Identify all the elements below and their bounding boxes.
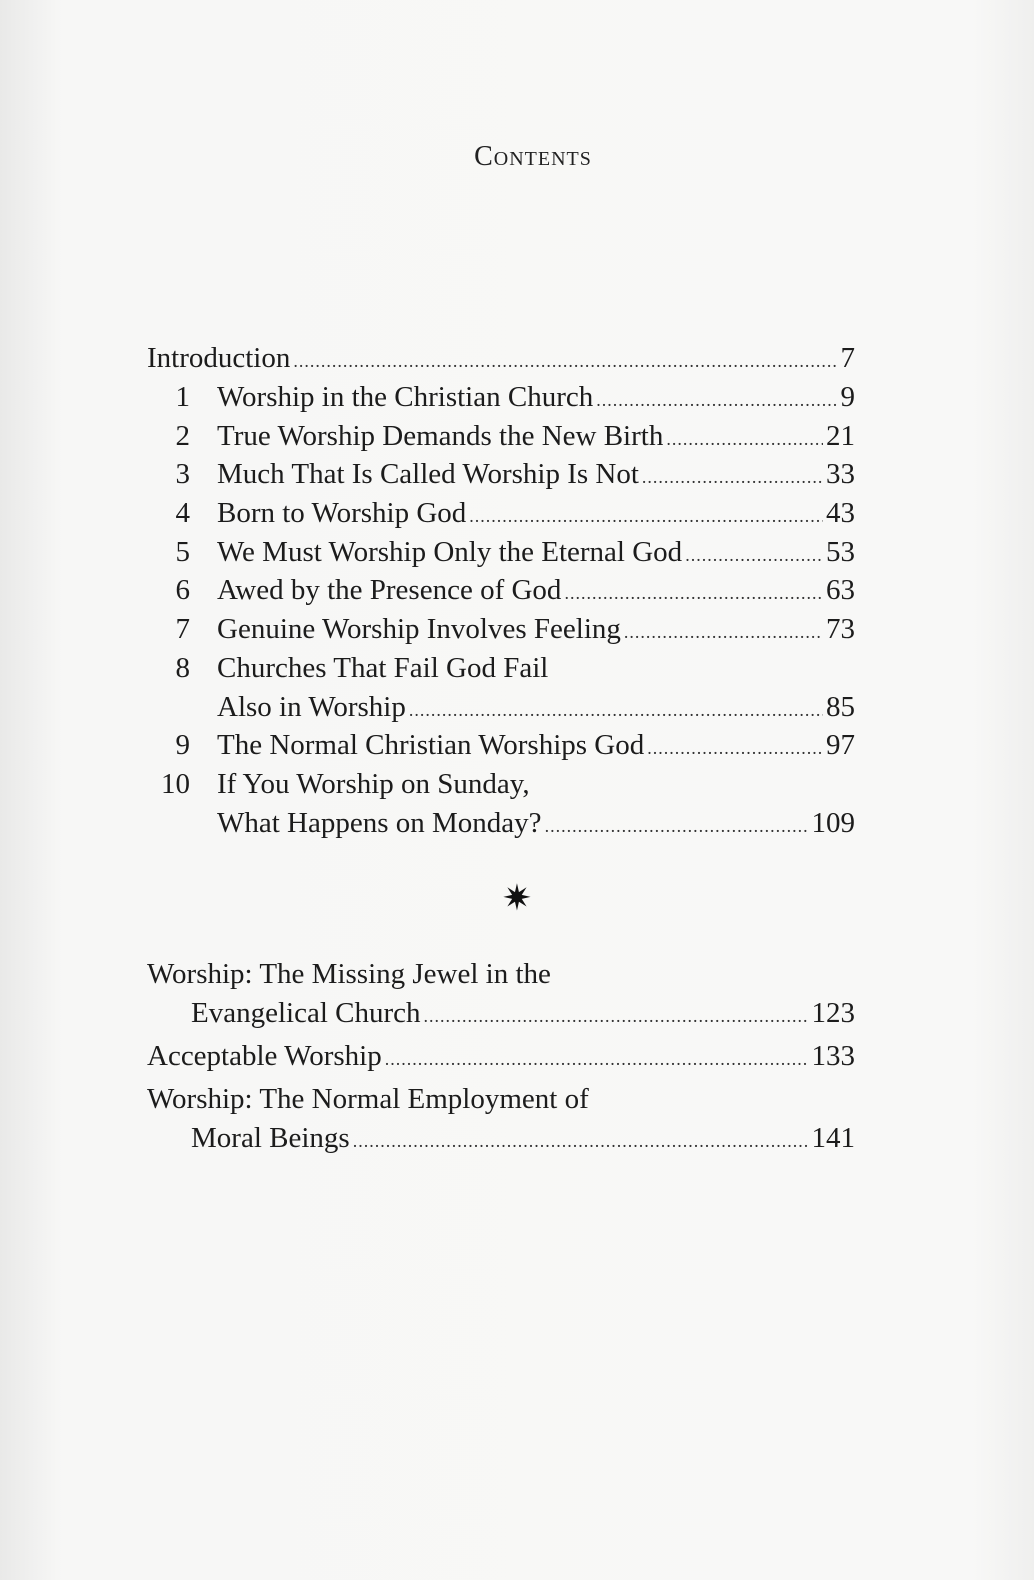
dot-leader xyxy=(293,351,837,372)
appendix-title: Worship: The Missing Jewel in the xyxy=(147,958,551,990)
page-number: 85 xyxy=(826,690,855,723)
appendix-list xyxy=(147,958,855,1161)
chapter-title: The Normal Christian Worships God xyxy=(217,729,645,762)
dot-leader xyxy=(685,545,823,566)
page-number: 73 xyxy=(826,613,855,646)
chapter-title: Churches That Fail God Fail xyxy=(217,651,549,684)
toc-entry-chapter-2 xyxy=(147,420,855,459)
dot-leader xyxy=(647,738,823,759)
table-of-contents xyxy=(147,342,855,381)
page-title: Contents xyxy=(474,141,592,172)
chapter-list xyxy=(147,381,855,845)
section-separator: ✷ xyxy=(501,878,533,918)
chapter-title: True Worship Demands the New Birth xyxy=(217,419,664,452)
toc-entry-appendix-1-line-2 xyxy=(147,997,855,1036)
page-number: 141 xyxy=(811,1122,855,1154)
toc-entry-chapter-8-line-2 xyxy=(147,691,855,730)
page-number: 53 xyxy=(826,535,855,568)
toc-entry-appendix-1-line-1 xyxy=(147,958,855,997)
dot-leader xyxy=(385,1049,809,1070)
toc-entry-chapter-1 xyxy=(147,381,855,420)
dot-leader xyxy=(666,429,823,450)
toc-entry-appendix-3-line-2 xyxy=(147,1122,855,1161)
page-number: 123 xyxy=(811,997,855,1029)
toc-entry-chapter-9 xyxy=(147,729,855,768)
chapter-number: 3 xyxy=(175,458,190,491)
chapter-title: Also in Worship xyxy=(217,690,406,723)
toc-entry-chapter-7 xyxy=(147,613,855,652)
chapter-title: Born to Worship God xyxy=(217,497,467,530)
toc-entry-chapter-10-line-1 xyxy=(147,768,855,807)
toc-entry-chapter-8-line-1 xyxy=(147,652,855,691)
page-number: 9 xyxy=(840,381,855,413)
page-number: 63 xyxy=(826,574,855,607)
chapter-number: 4 xyxy=(175,497,190,530)
toc-entry-chapter-6 xyxy=(147,574,855,613)
page-number: 43 xyxy=(826,497,855,530)
chapter-number: 6 xyxy=(175,574,190,607)
chapter-title: Genuine Worship Involves Feeling xyxy=(217,613,621,646)
dot-leader xyxy=(545,816,809,837)
dot-leader xyxy=(564,583,823,604)
toc-entry-chapter-3 xyxy=(147,458,855,497)
page-number: 33 xyxy=(826,458,855,491)
chapter-title: Awed by the Presence of God xyxy=(217,574,562,607)
chapter-number: 2 xyxy=(175,419,190,452)
page-number: 97 xyxy=(826,729,855,762)
dot-leader xyxy=(624,622,823,643)
dot-leader xyxy=(642,467,823,488)
chapter-number: 7 xyxy=(175,613,190,646)
chapter-number: 8 xyxy=(175,651,190,684)
appendix-title: Evangelical Church xyxy=(191,997,421,1029)
toc-entry-chapter-4 xyxy=(147,497,855,536)
page-number: 21 xyxy=(826,419,855,452)
chapter-number: 10 xyxy=(161,767,190,800)
toc-entry-appendix-3-line-1 xyxy=(147,1083,855,1122)
dot-leader xyxy=(353,1131,809,1152)
chapter-title: Worship in the Christian Church xyxy=(217,381,594,413)
chapter-number: 9 xyxy=(175,729,190,762)
chapter-title: We Must Worship Only the Eternal God xyxy=(217,535,683,568)
page-number: 7 xyxy=(840,342,855,374)
appendix-title: Worship: The Normal Employment of xyxy=(147,1083,589,1115)
page-number: 109 xyxy=(811,806,855,839)
chapter-title: What Happens on Monday? xyxy=(217,806,542,839)
dot-leader xyxy=(469,506,823,527)
page-number: 133 xyxy=(811,1040,855,1072)
toc-entry-chapter-10-line-2 xyxy=(147,807,855,846)
toc-entry-appendix-2 xyxy=(147,1040,855,1079)
chapter-number: 1 xyxy=(175,381,190,413)
dot-leader xyxy=(409,700,823,721)
chapter-number: 5 xyxy=(175,535,190,568)
chapter-title: If You Worship on Sunday, xyxy=(217,767,530,800)
appendix-title: Moral Beings xyxy=(191,1122,350,1154)
chapter-title: Much That Is Called Worship Is Not xyxy=(217,458,639,491)
toc-entry-chapter-5 xyxy=(147,536,855,575)
toc-entry-introduction xyxy=(147,342,855,381)
dot-leader xyxy=(596,390,837,411)
dot-leader xyxy=(424,1006,809,1027)
entry-title: Introduction xyxy=(147,342,291,374)
appendix-title: Acceptable Worship xyxy=(147,1040,382,1072)
